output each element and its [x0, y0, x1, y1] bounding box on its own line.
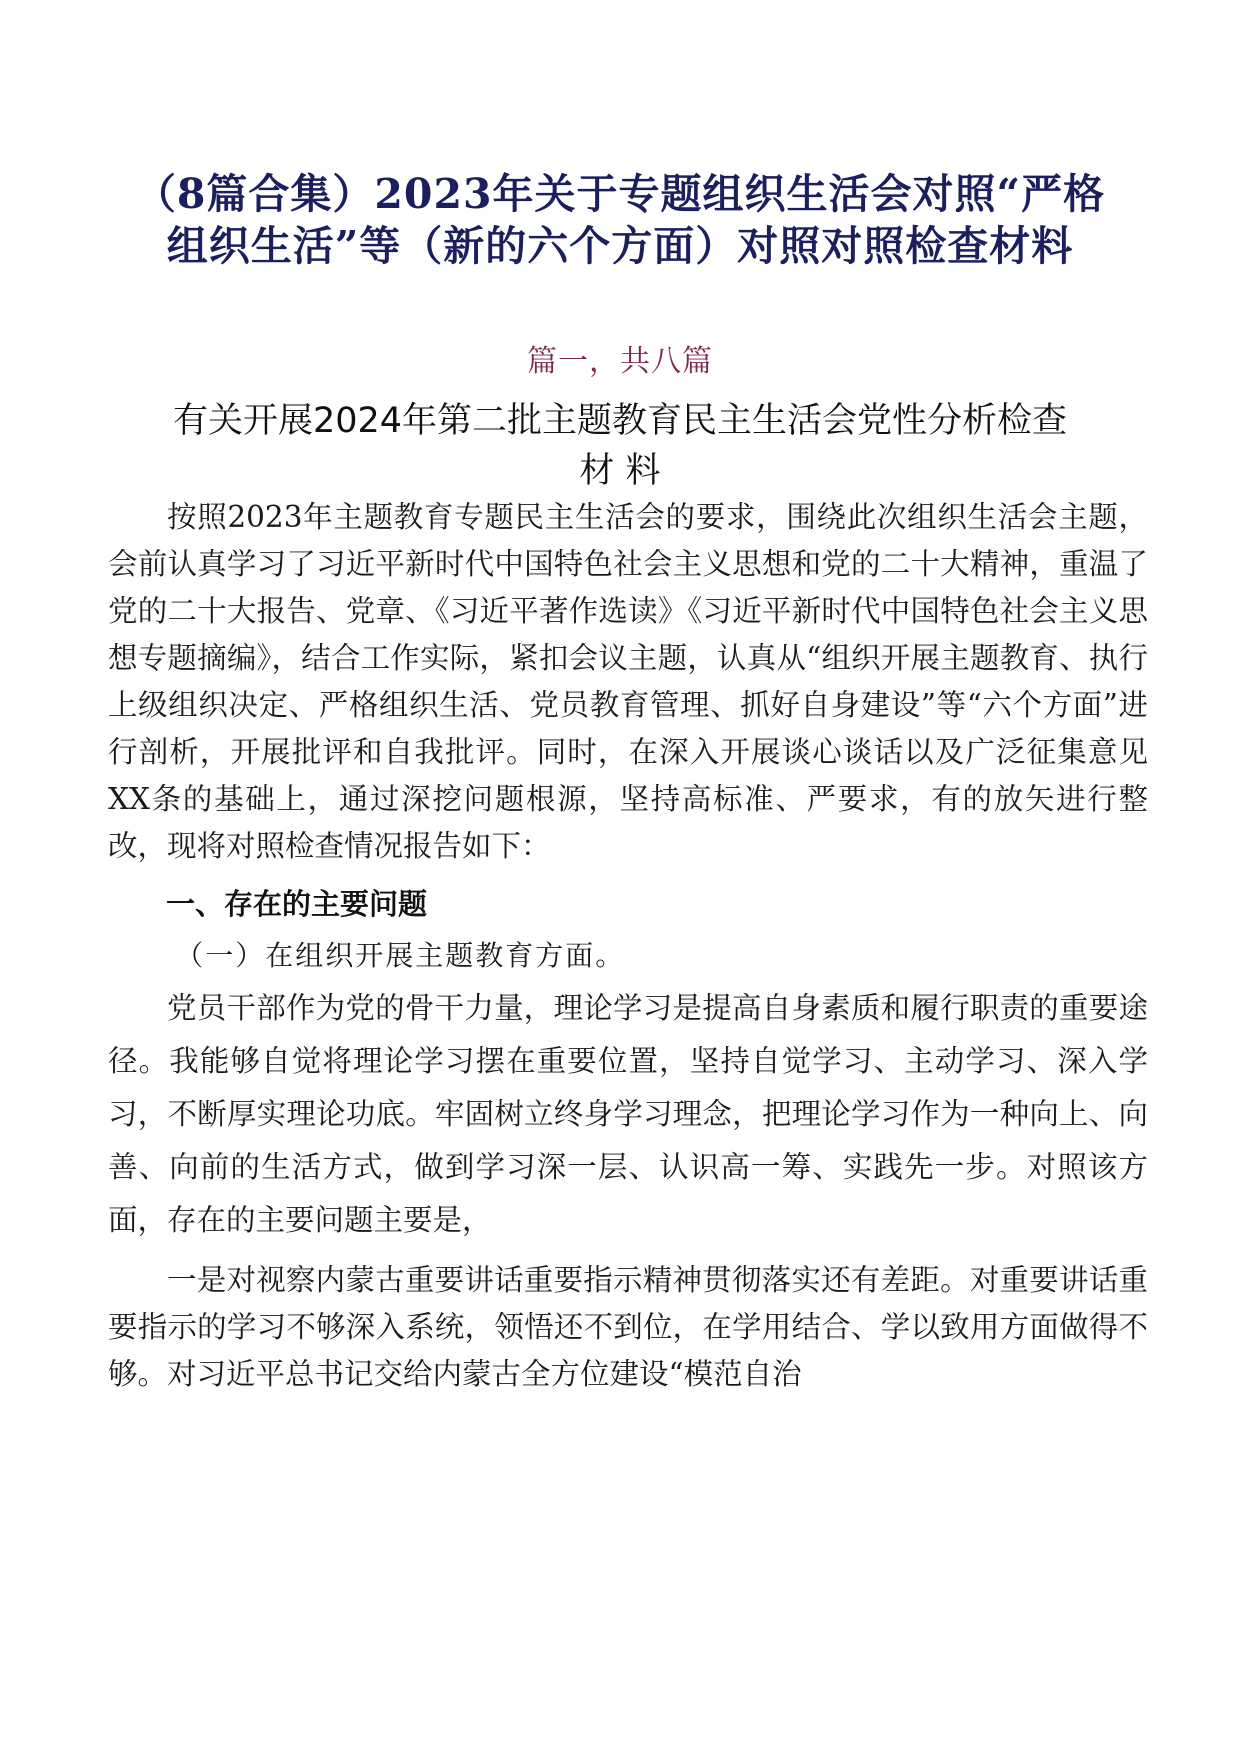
- intro-paragraph: 按照2023年主题教育专题民主生活会的要求，围绕此次组织生活会主题，会前认真学习了习近平新时代中国特色社会主义思想和党的二十大精神，重温了党的二十大报告、党章、《习近平著作选读》《习近平新时代中国特色社会主义思想专题摘编》，结合工作实际，紧扣会议主题，认真从“组织开展主题教育、执行上级组织决定、严格组织生活、党员教育管理、抓好自身建设”等“六个方面”进行剖析，开展批评和自我批评。同时，在深入开展谈心谈话以及广泛征集意见XX条的基础上，通过深挖问题根源，坚持高标准、严要求，有的放矢进行整改，现将对照检查情况报告如下：: [108, 500, 1148, 863]
- subsection-heading: （一）在组织开展主题教育方面。: [175, 939, 626, 972]
- document-body: [108, 494, 1148, 1398]
- document-title: 有关开展2024年第二批主题教育民主生活会党性分析检查 材 料: [172, 401, 1068, 491]
- section-heading: 一、存在的主要问题: [166, 887, 428, 921]
- body-paragraph: 一是对视察内蒙古重要讲话重要指示精神贯彻落实还有差距。对重要讲话重要指示的学习不够深入系统，领悟还不到位，在学用结合、学以致用方面做得不够。对习近平总书记交给内蒙古全方位建设“模范自治: [108, 1263, 1148, 1391]
- body-paragraph: 党员干部作为党的骨干力量，理论学习是提高自身素质和履行职责的重要途径。我能够自觉将理论学习摆在重要位置，坚持自觉学习、主动学习、深入学习，不断厚实理论功底。牢固树立终身学习理念，把理论学习作为一种向上、向善、向前的生活方式，做到学习深一层、认识高一筹、实践先一步。对照该方面，存在的主要问题主要是，: [108, 991, 1148, 1237]
- main-title: （8篇合集）2023年关于专题组织生活会对照“严格组织生活”等（新的六个方面）对照对照检查材料: [134, 170, 1106, 270]
- section-label: 篇一，共八篇: [527, 344, 713, 379]
